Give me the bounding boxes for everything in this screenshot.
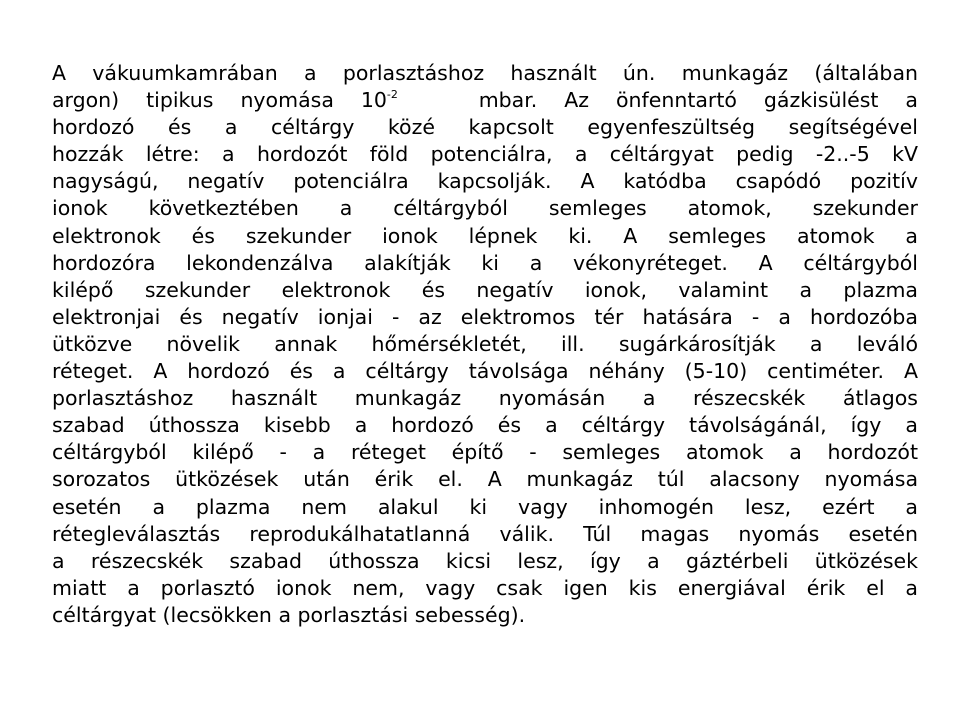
text-line: elektronjai és negatív ionjai - az elektromos tér hatására - a hordozóba xyxy=(52,304,918,329)
text-line: A vákuumkamrában a porlasztáshoz használt ún. munkagáz (általában xyxy=(52,61,918,85)
text-line: hordozó és a céltárgy közé kapcsolt egyenfeszültség segítségével xyxy=(52,115,918,140)
text-line: ütközve növelik annak hőmérsékletét, ill. sugárkárosítják a leváló xyxy=(52,331,918,356)
exponent-superscript: -2 xyxy=(386,88,398,102)
body-paragraph xyxy=(52,60,918,629)
text-segment: mbar. Az önfenntartó gázkisülést a xyxy=(478,88,918,113)
text-line: ionok következtében a céltárgyból semleges atomok, szekunder xyxy=(52,196,918,221)
text-line: hordozóra lekondenzálva alakítják ki a vékonyréteget. A céltárgyból xyxy=(52,250,918,275)
text-line: elektronok és szekunder ionok lépnek ki. A semleges atomok a xyxy=(52,223,918,248)
text-line: miatt a porlasztó ionok nem, vagy csak igen kis energiával érik el a xyxy=(52,575,918,600)
text-line xyxy=(52,87,918,114)
text-line: kilépő szekunder elektronok és negatív ionok, valamint a plazma xyxy=(52,277,918,302)
text-line: szabad úthossza kisebb a hordozó és a céltárgy távolságánál, így a xyxy=(52,413,918,438)
text-line: porlasztáshoz használt munkagáz nyomásán a részecskék átlagos xyxy=(52,386,918,411)
text-line: réteget. A hordozó és a céltárgy távolsága néhány (5-10) centiméter. A xyxy=(52,359,918,384)
text-line: esetén a plazma nem alakul ki vagy inhomogén lesz, ezért a xyxy=(52,494,918,519)
text-line: hozzák létre: a hordozót föld potenciálra, a céltárgyat pedig -2..-5 kV xyxy=(52,142,918,167)
text-line: céltárgyat (lecsökken a porlasztási sebesség). xyxy=(52,602,526,627)
text-line: a részecskék szabad úthossza kicsi lesz, így a gáztérbeli ütközések xyxy=(52,548,918,573)
text-segment: nyomása 10 xyxy=(240,88,387,113)
text-line: sorozatos ütközések után érik el. A munkagáz túl alacsony nyomása xyxy=(52,467,918,492)
text-segment: argon) tipikus xyxy=(52,88,214,113)
text-line: nagyságú, negatív potenciálra kapcsolják. A katódba csapódó pozitív xyxy=(52,169,918,194)
text-line: céltárgyból kilépő - a réteget építő - semleges atomok a hordozót xyxy=(52,440,918,465)
text-line: rétegleválasztás reprodukálhatatlanná válik. Túl magas nyomás esetén xyxy=(52,521,918,546)
